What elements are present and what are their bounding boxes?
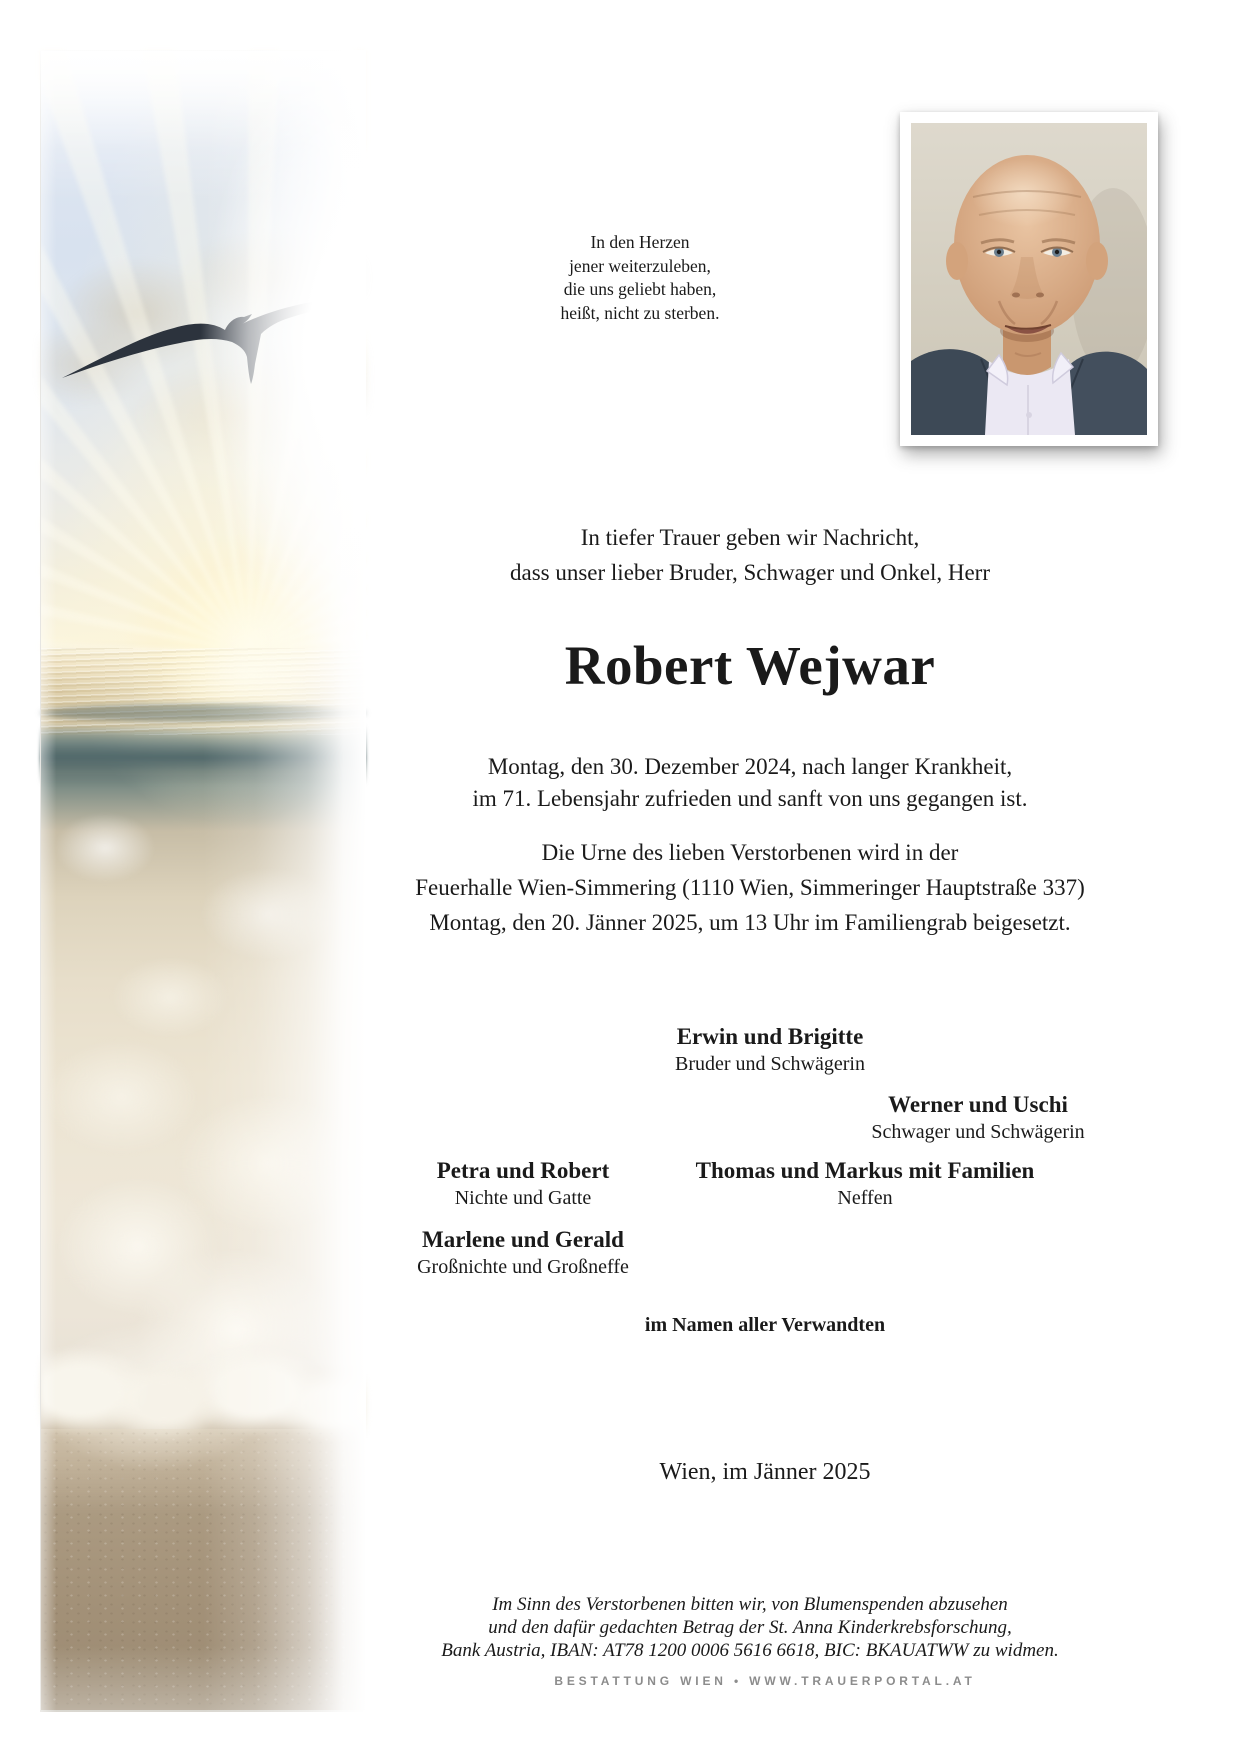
mourner-names: Erwin und Brigitte — [676, 1024, 864, 1049]
beach-sunrise-photo — [40, 50, 366, 1712]
burial-line-1: Die Urne des lieben Verstorbenen wird in der — [541, 840, 959, 865]
quote-line: In den Herzen — [590, 232, 690, 252]
donation-line: Bank Austria, IBAN: AT78 1200 0006 5616 6618, BIC: BKAUATWW zu widmen. — [441, 1640, 1059, 1661]
burial-line-2: Feuerhalle Wien-Simmering (1110 Wien, Simmeringer Hauptstraße 337) — [415, 875, 1085, 900]
mourner-entry — [728, 1091, 1228, 1145]
mourner-names: Marlene und Gerald — [422, 1227, 624, 1252]
donation-notice — [395, 1593, 1105, 1662]
quote-line: jener weiterzuleben, — [569, 255, 711, 276]
portrait-photo — [900, 112, 1158, 446]
donation-line: und den dafür gedachten Betrag der St. Anna Kinderkrebsforschung, — [488, 1617, 1012, 1638]
mourner-entry — [520, 1023, 1020, 1077]
memorial-quote — [490, 231, 790, 325]
announcement — [400, 520, 1100, 590]
mourner-relation: Nichte und Gatte — [454, 1187, 592, 1209]
mourner-names: Petra und Robert — [436, 1158, 610, 1183]
in-name-of-line: im Namen aller Verwandten — [644, 1314, 886, 1336]
photo-white-fade — [40, 50, 366, 1712]
footer-publisher: BESTATTUNG WIEN • WWW.TRAUERPORTAL.AT — [554, 1674, 976, 1688]
death-notice — [400, 751, 1100, 815]
death-notice-line-2: im 71. Lebensjahr zufrieden und sanft von uns gegangen ist. — [472, 786, 1028, 811]
quote-line: die uns geliebt haben, — [563, 279, 717, 299]
burial-details — [400, 835, 1100, 940]
mourner-entry — [273, 1226, 773, 1280]
quote-line: heißt, nicht zu sterben. — [560, 302, 720, 323]
deceased-name: Robert Wejwar — [564, 635, 936, 696]
announcement-line-1: In tiefer Trauer geben wir Nachricht, — [580, 525, 920, 550]
mourner-names: Thomas und Markus mit Familien — [695, 1158, 1035, 1183]
mourner-relation: Neffen — [837, 1187, 893, 1209]
mourner-entry — [615, 1157, 1115, 1211]
death-notice-line-1: Montag, den 30. Dezember 2024, nach langer Krankheit, — [487, 754, 1013, 779]
burial-line-3: Montag, den 20. Jänner 2025, um 13 Uhr im Familiengrab beigesetzt. — [429, 910, 1071, 935]
donation-line: Im Sinn des Verstorbenen bitten wir, von Blumenspenden abzusehen — [492, 1594, 1008, 1615]
announcement-line-2: dass unser lieber Bruder, Schwager und Onkel, Herr — [509, 560, 990, 585]
mourner-relation: Großnichte und Großneffe — [417, 1256, 629, 1278]
mourner-relation: Bruder und Schwägerin — [675, 1053, 865, 1075]
mourner-names: Werner und Uschi — [888, 1092, 1068, 1117]
place-date-line: Wien, im Jänner 2025 — [659, 1459, 871, 1485]
mourner-relation: Schwager und Schwägerin — [871, 1121, 1085, 1143]
